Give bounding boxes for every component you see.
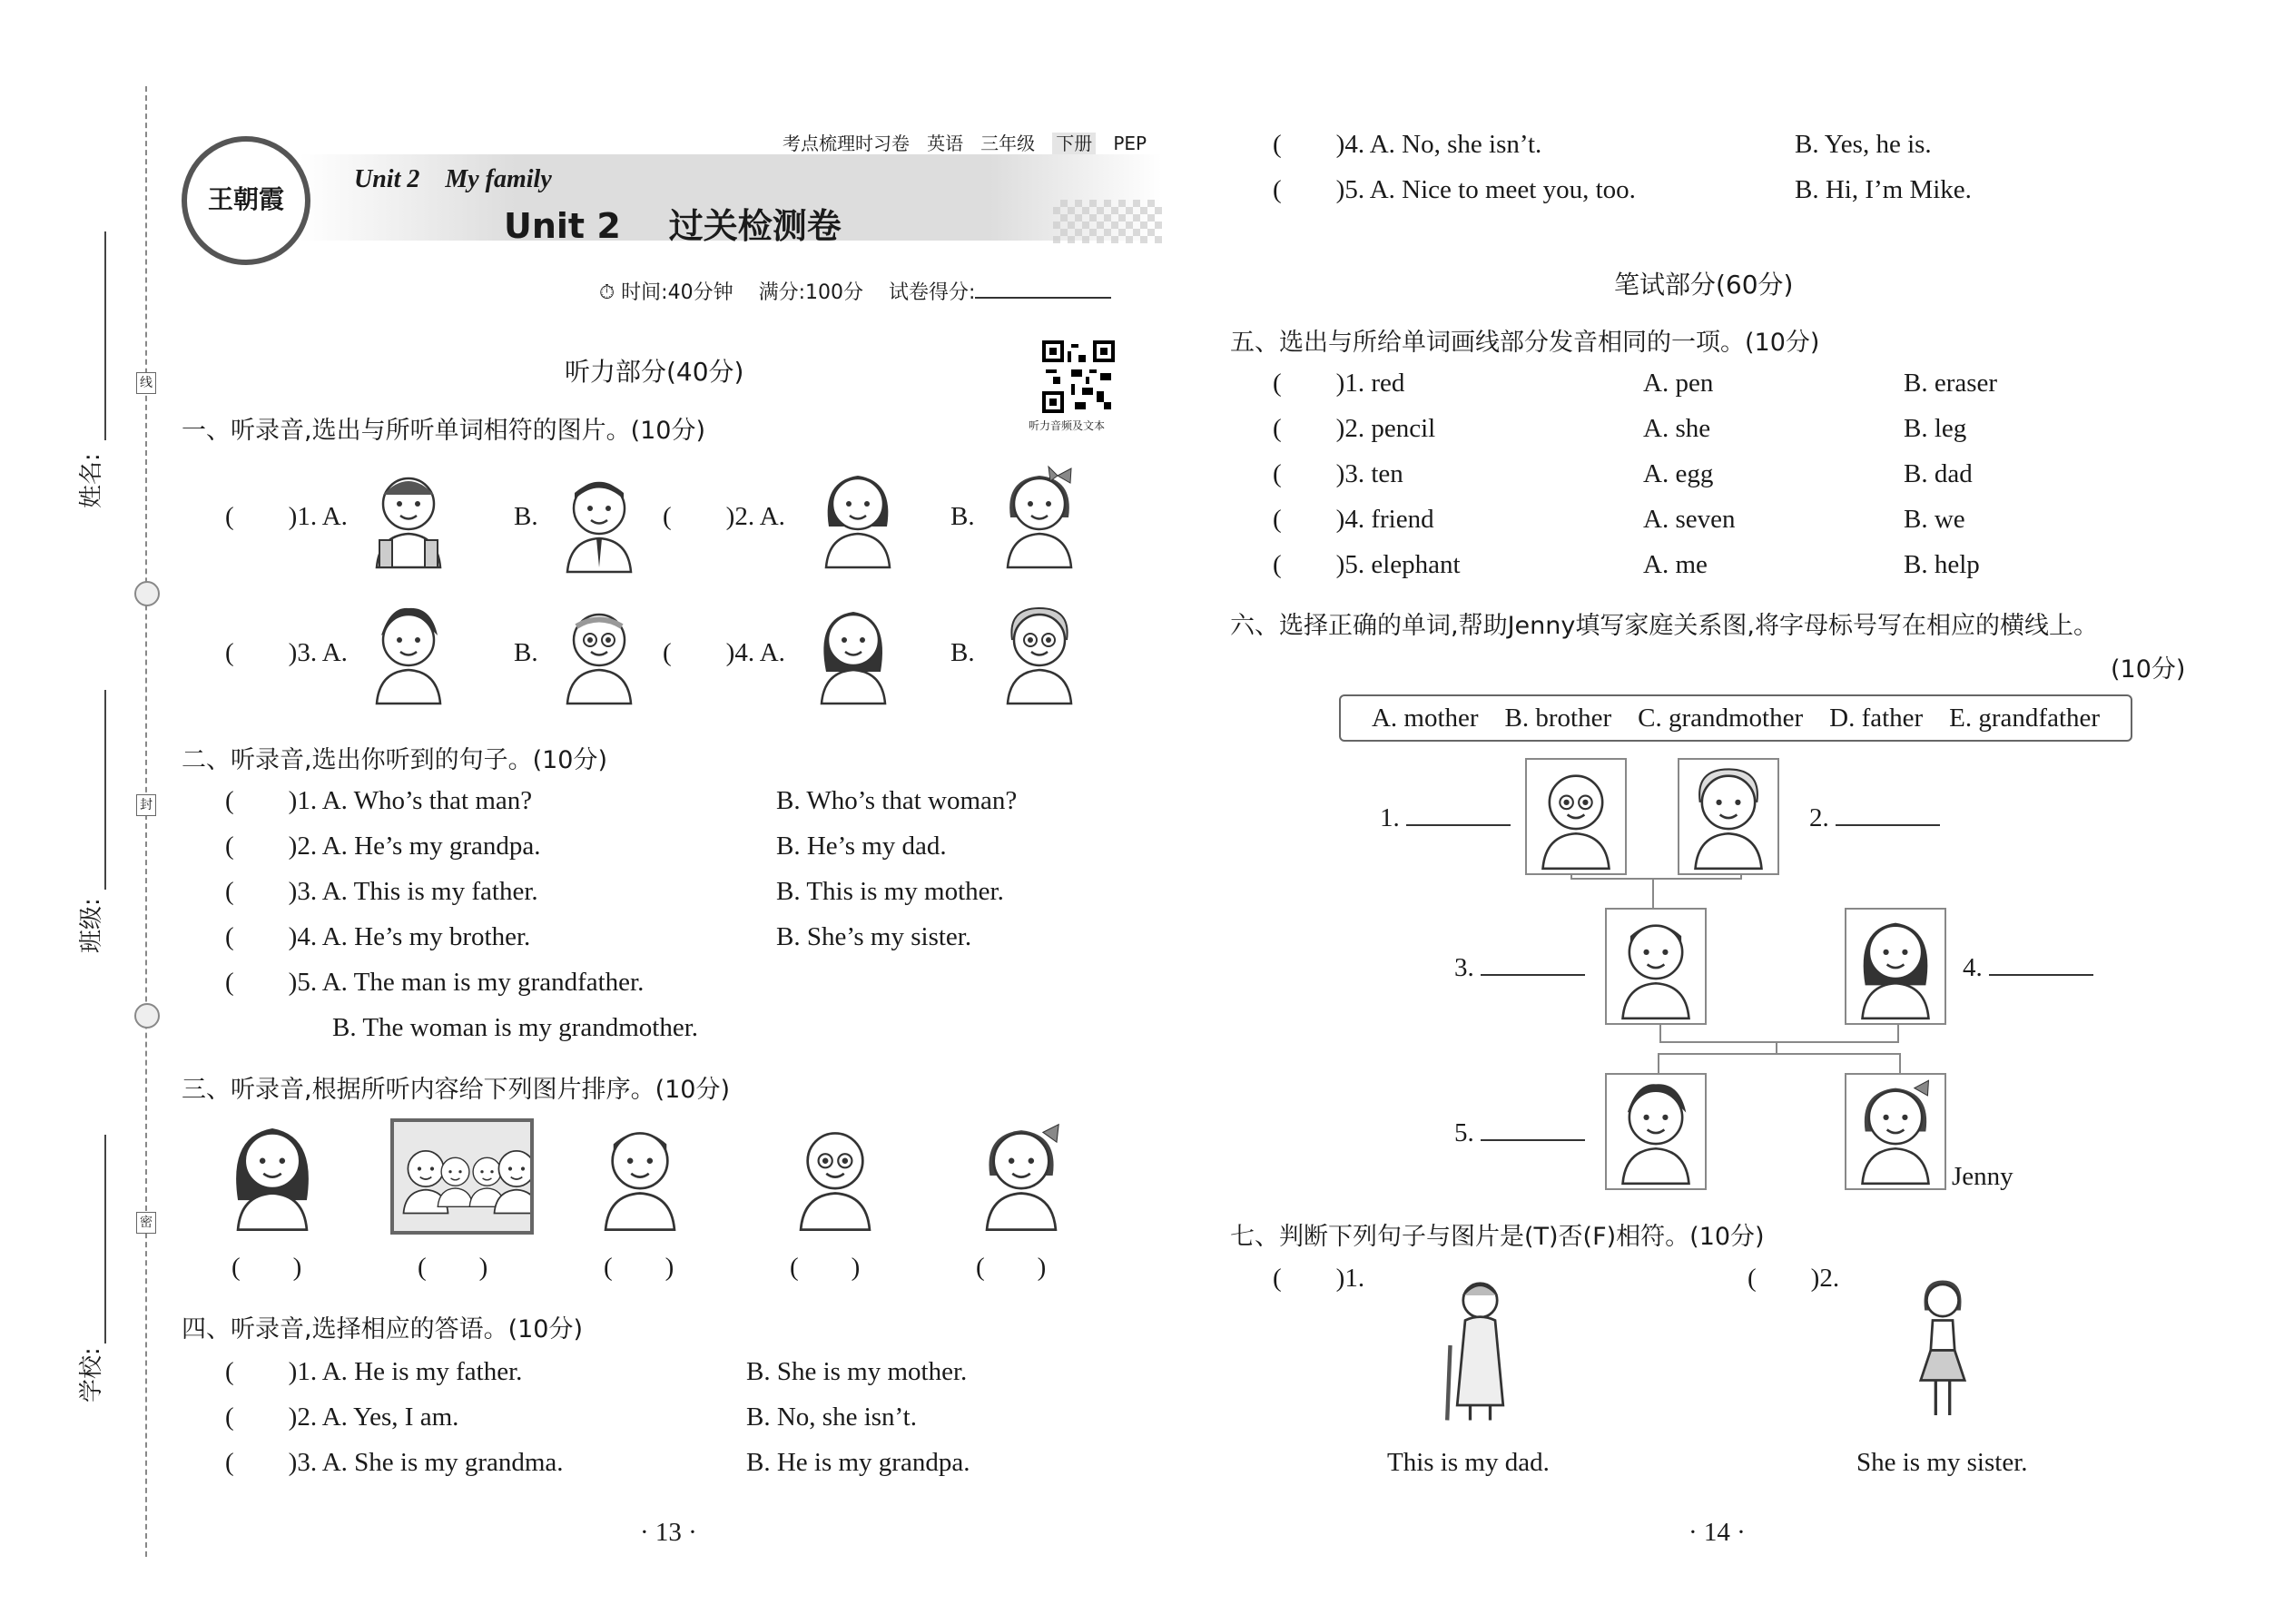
girl-in-dress-image	[1902, 1275, 1984, 1425]
s1-item-2	[663, 502, 785, 532]
s3-answer-5[interactable]: ( )	[976, 1253, 1047, 1282]
grandfather-box	[1525, 758, 1627, 875]
s3-answer-3[interactable]: ( )	[604, 1253, 674, 1282]
binding-line	[145, 86, 147, 1557]
tree-number: 2.	[1809, 803, 1829, 832]
mother-box	[1845, 908, 1946, 1025]
section-1-title: 一、听录音,选出与所听单词相符的图片。(10分)	[182, 417, 706, 445]
s1-item-3-label: )3. A.	[288, 638, 348, 667]
s5-item-5	[1273, 550, 1461, 580]
s4-item-1-b: B. She is my mother.	[746, 1357, 968, 1386]
s2-item-2-b: B. He’s my dad.	[776, 832, 947, 861]
binding-dot	[134, 1003, 160, 1029]
section-4-title: 四、听录音,选择相应的答语。(10分)	[182, 1315, 584, 1343]
answer-paren[interactable]: (	[1273, 130, 1282, 159]
s5-item-3-word: )3. ten	[1335, 459, 1403, 488]
seal-mark-1: 线	[136, 372, 156, 394]
school-label: 学校:	[78, 1347, 105, 1403]
man-image	[549, 468, 649, 576]
word-options-box: A. mother B. brother C. grandmother D. father E. grandfather	[1339, 694, 2132, 742]
term-label: 下册	[1052, 133, 1096, 154]
section-2-title: 二、听录音,选出你听到的句子。(10分)	[182, 746, 608, 774]
girl-image	[967, 1117, 1076, 1235]
s1-item-1	[225, 502, 348, 532]
page-title: Unit 2 过关检测卷	[504, 206, 842, 246]
s5-item-3-a: A. egg	[1643, 459, 1714, 488]
father-image	[586, 1117, 694, 1235]
answer-blank[interactable]	[1836, 824, 1940, 826]
answer-paren[interactable]: (	[225, 877, 234, 906]
answer-paren[interactable]: (	[1273, 414, 1282, 443]
seal-mark-3: 密	[136, 1212, 156, 1234]
section-6-score: (10分)	[2111, 655, 2186, 684]
answer-paren[interactable]: (	[663, 502, 672, 531]
s7-item-2	[1748, 1264, 1839, 1294]
s5-item-1-b: B. eraser	[1904, 369, 1998, 398]
s5-item-2-a: A. she	[1643, 414, 1711, 443]
father-box	[1605, 908, 1707, 1025]
answer-blank[interactable]	[1989, 974, 2093, 976]
banner-pattern	[1053, 200, 1162, 243]
s2-item-3-b: B. This is my mother.	[776, 877, 1004, 906]
writing-heading: 笔试部分(60分)	[1614, 270, 1794, 300]
header-meta	[783, 129, 1147, 155]
time-limit: 时间:40分钟	[621, 281, 733, 304]
tree-number: 4.	[1963, 953, 1983, 982]
answer-blank[interactable]	[1481, 974, 1585, 976]
tree-label-1	[1380, 803, 1511, 833]
s5-item-3	[1273, 459, 1403, 489]
tree-connector	[1652, 878, 1654, 910]
answer-paren[interactable]: (	[1273, 175, 1282, 204]
clock-icon: ⏱	[599, 281, 615, 304]
s4-item-5-a: )5. A. Nice to meet you, too.	[1335, 175, 1636, 204]
s4-item-2	[225, 1403, 458, 1432]
s5-item-3-b: B. dad	[1904, 459, 1973, 488]
qr-caption: 听力音频及文本	[1029, 419, 1106, 432]
tree-label-3	[1454, 953, 1585, 983]
jenny-label: Jenny	[1952, 1162, 2013, 1191]
grandmother-box	[1678, 758, 1779, 875]
answer-paren[interactable]: (	[225, 968, 234, 997]
s3-answer-2[interactable]: ( )	[418, 1253, 488, 1282]
girl-with-bow-image	[989, 463, 1089, 572]
s4-item-5	[1273, 175, 1636, 205]
section-3-title: 三、听录音,根据所听内容给下列图片排序。(10分)	[182, 1076, 731, 1104]
answer-paren[interactable]: (	[663, 638, 672, 667]
grade-label: 三年级	[980, 133, 1036, 154]
full-score: 满分:100分	[758, 281, 863, 304]
s5-item-4-b: B. we	[1904, 505, 1965, 534]
s1-item-4-b: B.	[950, 638, 975, 667]
listening-heading: 听力部分(40分)	[565, 357, 744, 387]
page-number-left: · 13 ·	[640, 1518, 697, 1547]
family-photo-image	[390, 1118, 534, 1235]
answer-paren[interactable]: (	[1273, 505, 1282, 534]
s1-item-1-label: )1. A.	[288, 502, 348, 531]
answer-paren[interactable]: (	[225, 832, 234, 861]
s5-item-5-a: A. me	[1643, 550, 1708, 579]
s2-item-4	[225, 922, 530, 952]
answer-paren[interactable]: (	[225, 1448, 234, 1477]
tree-connector	[1776, 1041, 1777, 1053]
class-line	[104, 690, 106, 890]
woman-image	[808, 463, 908, 572]
boy-with-backpack-image	[359, 463, 458, 572]
qr-code	[1042, 340, 1115, 413]
s4-item-1	[225, 1357, 522, 1387]
section-7-title: 七、判断下列句子与图片是(T)否(F)相符。(10分)	[1230, 1223, 1765, 1251]
tree-connector	[1658, 1053, 1901, 1075]
grandfather-image	[781, 1117, 890, 1235]
answer-paren[interactable]: (	[1273, 550, 1282, 579]
s2-item-4-a: )4. A. He’s my brother.	[288, 922, 531, 951]
score-label: 试卷得分:	[888, 281, 976, 304]
logo-text: 王朝霞	[207, 184, 284, 214]
series-label: 考点梳理时习卷	[783, 133, 910, 154]
brother-box	[1605, 1073, 1707, 1190]
s5-item-2-word: )2. pencil	[1335, 414, 1436, 443]
answer-paren[interactable]: (	[225, 922, 234, 951]
s3-answer-1[interactable]: ( )	[231, 1253, 302, 1282]
class-label: 班级:	[78, 898, 105, 953]
answer-paren[interactable]: (	[225, 1403, 234, 1432]
s2-item-5-a: )5. A. The man is my grandfather.	[288, 968, 645, 997]
grandma-with-cane-image	[1425, 1275, 1525, 1425]
s2-item-3-a: )3. A. This is my father.	[288, 877, 538, 906]
tree-label-5	[1454, 1118, 1585, 1148]
section-5-title: 五、选出与所给单词画线部分发音相同的一项。(10分)	[1230, 329, 1820, 357]
answer-paren[interactable]: (	[1273, 459, 1282, 488]
s1-item-4	[663, 638, 785, 668]
s5-item-2-b: B. leg	[1904, 414, 1967, 443]
s2-item-1	[225, 786, 532, 816]
s1-item-1-b: B.	[514, 502, 538, 531]
mother-image	[803, 599, 903, 708]
seal-mark-2: 封	[136, 794, 156, 816]
grandma-image	[989, 599, 1089, 708]
answer-blank[interactable]	[1406, 824, 1511, 826]
s5-item-1-word: )1. red	[1335, 369, 1405, 398]
answer-paren[interactable]: (	[225, 786, 234, 815]
answer-paren[interactable]: (	[225, 1357, 234, 1386]
binding-dot	[134, 581, 160, 606]
logo-badge	[182, 136, 310, 265]
school-line	[104, 1135, 106, 1343]
s4-item-2-a: )2. A. Yes, I am.	[288, 1403, 459, 1432]
s2-item-5-b: B. The woman is my grandmother.	[332, 1013, 698, 1042]
section-6-title: 六、选择正确的单词,帮助Jenny填写家庭关系图,将字母标号写在相应的横线上。	[1230, 612, 2098, 640]
s5-item-4-word: )4. friend	[1335, 505, 1434, 534]
s7-item-1	[1273, 1264, 1364, 1294]
tree-label-2	[1809, 803, 1940, 833]
name-line	[104, 231, 106, 440]
s2-item-4-b: B. She’s my sister.	[776, 922, 972, 951]
tree-number: 3.	[1454, 953, 1474, 982]
s5-item-4-a: A. seven	[1643, 505, 1736, 534]
boy-image	[359, 599, 458, 708]
s5-item-4	[1273, 505, 1434, 535]
s4-item-3	[225, 1448, 564, 1478]
s4-item-4-b: B. Yes, he is.	[1795, 130, 1932, 159]
s2-item-1-a: )1. A. Who’s that man?	[288, 786, 533, 815]
subject-label: 英语	[927, 133, 964, 154]
s5-item-2	[1273, 414, 1435, 444]
s4-item-3-a: )3. A. She is my grandma.	[288, 1448, 564, 1477]
s1-item-2-b: B.	[950, 502, 975, 531]
name-label: 姓名:	[78, 453, 105, 508]
page-number-right: · 14 ·	[1689, 1518, 1746, 1547]
answer-paren[interactable]: (	[225, 638, 234, 667]
s1-item-3-b: B.	[514, 638, 538, 667]
s4-item-1-a: )1. A. He is my father.	[288, 1357, 523, 1386]
tree-number: 5.	[1454, 1118, 1474, 1147]
s7-item-2-label: )2.	[1810, 1264, 1840, 1293]
s5-item-1-a: A. pen	[1643, 369, 1714, 398]
s4-item-2-b: B. No, she isn’t.	[746, 1403, 917, 1432]
s2-item-3	[225, 877, 538, 907]
answer-paren[interactable]: (	[1273, 1264, 1282, 1293]
s2-item-2-a: )2. A. He’s my grandpa.	[288, 832, 541, 861]
s2-item-1-b: B. Who’s that woman?	[776, 786, 1018, 815]
s5-item-5-word: )5. elephant	[1335, 550, 1461, 579]
s1-item-4-label: )4. A.	[725, 638, 785, 667]
grandpa-image	[549, 599, 649, 708]
tree-label-4	[1963, 953, 2093, 983]
s1-item-2-label: )2. A.	[725, 502, 785, 531]
s4-item-4-a: )4. A. No, she isn’t.	[1335, 130, 1542, 159]
answer-blank[interactable]	[1481, 1139, 1585, 1141]
s4-item-5-b: B. Hi, I’m Mike.	[1795, 175, 1972, 204]
s2-item-2	[225, 832, 541, 861]
edition-label: PEP	[1113, 133, 1147, 154]
s4-item-3-b: B. He is my grandpa.	[746, 1448, 970, 1477]
s2-item-5	[225, 968, 644, 998]
answer-paren[interactable]: (	[1748, 1264, 1757, 1293]
s1-item-3	[225, 638, 348, 668]
s7-item-1-caption: This is my dad.	[1387, 1448, 1550, 1477]
jenny-box	[1845, 1073, 1946, 1190]
answer-paren[interactable]: (	[225, 502, 234, 531]
mother-image	[218, 1117, 327, 1235]
score-blank[interactable]	[975, 297, 1111, 299]
unit-subtitle: Unit 2 My family	[354, 165, 552, 193]
answer-paren[interactable]: (	[1273, 369, 1282, 398]
s7-item-2-caption: She is my sister.	[1856, 1448, 2028, 1477]
tree-number: 1.	[1380, 803, 1400, 832]
s3-answer-4[interactable]: ( )	[790, 1253, 861, 1282]
s4-item-4	[1273, 130, 1541, 160]
exam-info	[599, 277, 1111, 305]
s5-item-1	[1273, 369, 1404, 399]
s5-item-5-b: B. help	[1904, 550, 1980, 579]
s7-item-1-label: )1.	[1335, 1264, 1365, 1293]
